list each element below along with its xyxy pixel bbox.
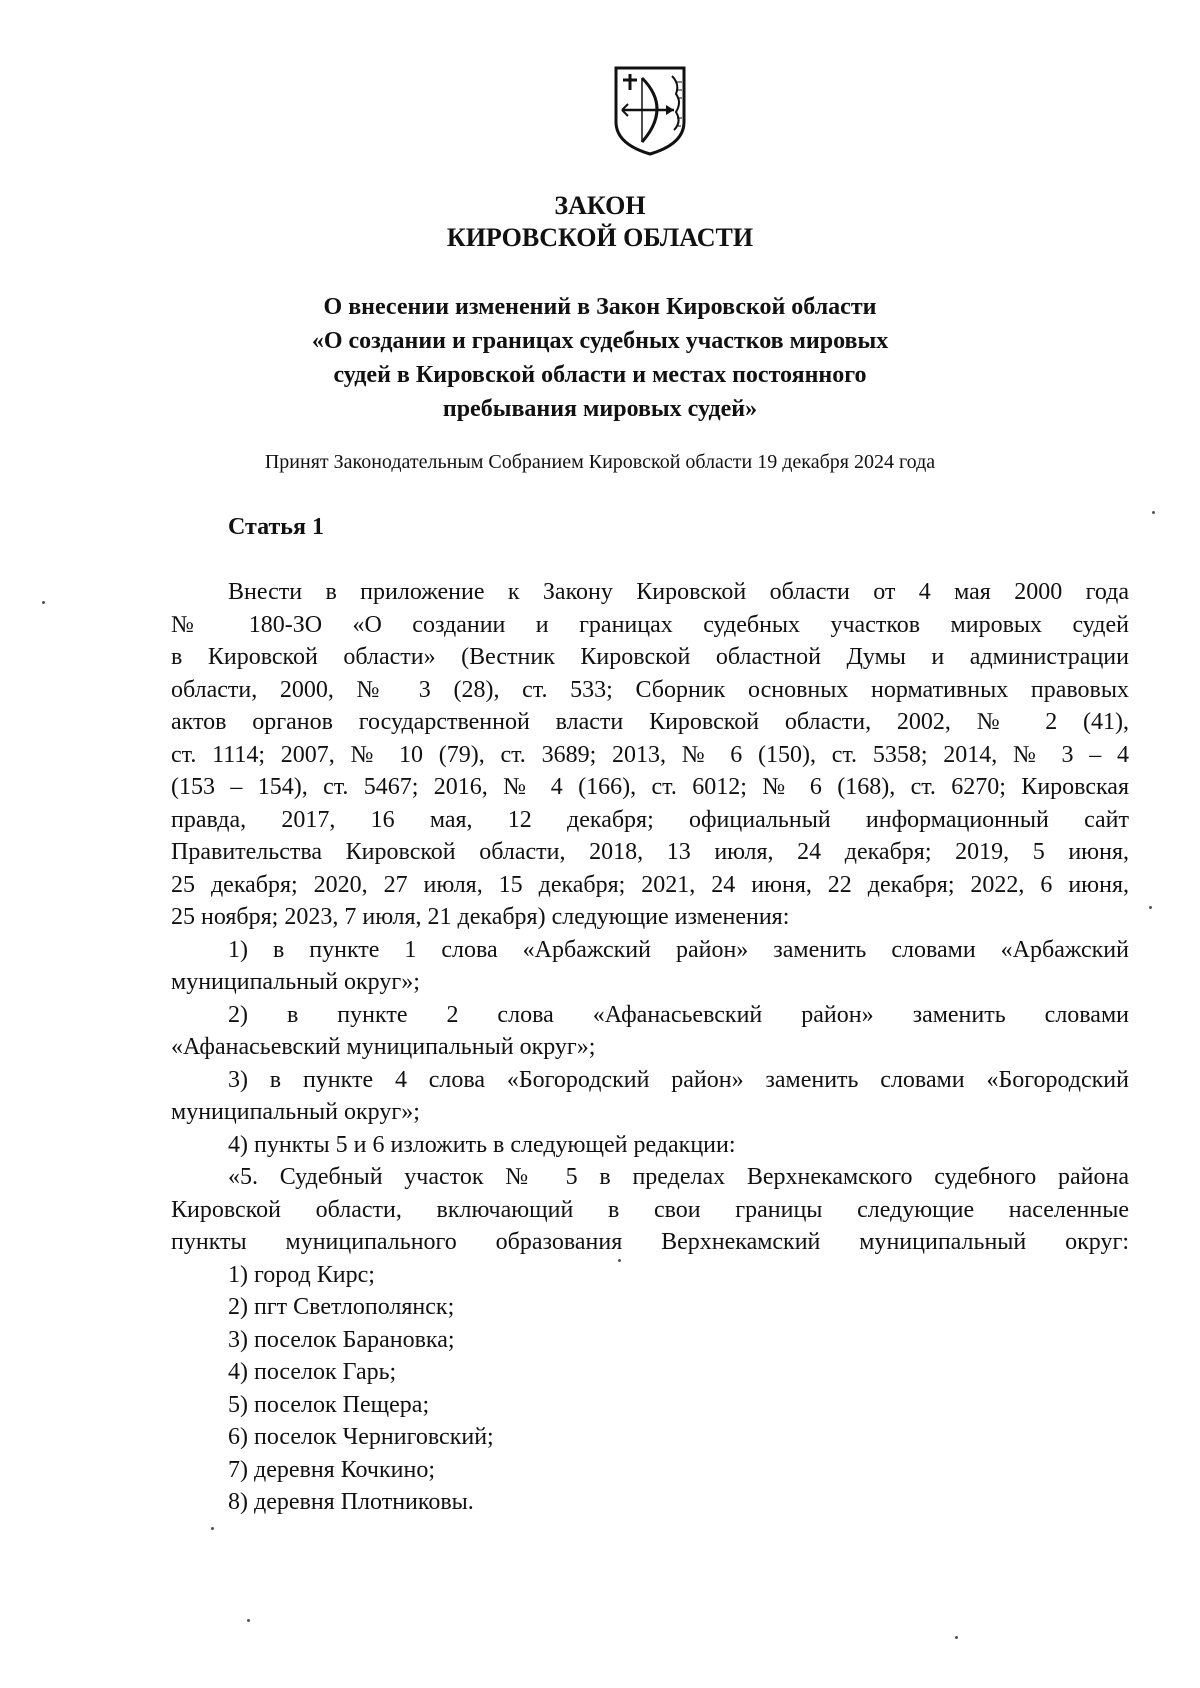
list-item: 6) поселок Черниговский;: [228, 1424, 494, 1450]
paragraph-line: актов органов государственной власти Кировской области, 2002, № 2 (41),: [171, 709, 1129, 735]
list-item: 1) город Кирс;: [228, 1261, 375, 1288]
subject-line: пребывания мировых судей»: [442, 396, 758, 422]
scan-speck: [1149, 906, 1152, 909]
paragraph-line: «Афанасьевский муниципальный округ»;: [171, 1034, 596, 1060]
law-title: ЗАКОН: [554, 191, 646, 220]
list-item: 7) деревня Кочкино;: [228, 1456, 435, 1483]
scan-speck: [211, 1527, 214, 1530]
paragraph-line: Внести в приложение к Закону Кировской области от 4 мая 2000 года: [228, 579, 1129, 605]
list-item: 1) в пункте 1 слова «Арбажский район» заменить словами «Арбажский: [228, 936, 1129, 963]
adoption-note: Принят Законодательным Собранием Кировской области 19 декабря 2024 года: [264, 451, 936, 473]
paragraph-line: в Кировской области» (Вестник Кировской областной Думы и администрации: [171, 644, 1129, 670]
list-item: 3) в пункте 4 слова «Богородский район» заменить словами «Богородский: [228, 1066, 1129, 1093]
list-item: 3) поселок Барановка;: [228, 1326, 455, 1353]
paragraph-line: «5. Судебный участок № 5 в пределах Верхнекамского судебного района: [228, 1164, 1129, 1190]
paragraph-line: (153 – 154), ст. 5467; 2016, № 4 (166), ст. 6012; № 6 (168), ст. 6270; Кировская: [171, 774, 1129, 800]
paragraph-line: 25 декабря; 2020, 27 июля, 15 декабря; 2021, 24 июня, 22 декабря; 2022, 6 июня,: [171, 871, 1129, 898]
list-item: 2) пгт Светлополянск;: [228, 1294, 455, 1320]
kirov-coat-of-arms-icon: [610, 64, 690, 156]
paragraph-line: Правительства Кировской области, 2018, 13 июля, 24 декабря; 2019, 5 июня,: [171, 839, 1129, 865]
paragraph-line: области, 2000, № 3 (28), ст. 533; Сборник основных нормативных правовых: [171, 676, 1129, 703]
paragraph-line: ст. 1114; 2007, № 10 (79), ст. 3689; 2013, № 6 (150), ст. 5358; 2014, № 3 – 4: [171, 741, 1129, 768]
paragraph-line: Кировской области, включающий в свои границы следующие населенные: [171, 1196, 1129, 1223]
list-item: 8) деревня Плотниковы.: [228, 1489, 474, 1515]
list-item: 2) в пункте 2 слова «Афанасьевский район» заменить словами: [228, 1001, 1129, 1028]
scan-speck: [42, 601, 45, 604]
article-heading: Статья 1: [228, 514, 324, 540]
scan-speck: [955, 1636, 958, 1639]
law-region: КИРОВСКОЙ ОБЛАСТИ: [446, 223, 754, 252]
scan-speck: [1152, 511, 1155, 514]
scan-speck: [618, 1259, 621, 1262]
paragraph-line: № 180-ЗО «О создании и границах судебных участков мировых судей: [171, 611, 1129, 638]
subject-line: судей в Кировской области и местах постоянного: [333, 362, 867, 388]
subject-line: О внесении изменений в Закон Кировской области: [323, 294, 877, 320]
list-item: 5) поселок Пещера;: [228, 1391, 430, 1418]
scan-speck: [247, 1619, 250, 1622]
paragraph-line: правда, 2017, 16 мая, 12 декабря; официальный информационный сайт: [171, 806, 1129, 833]
paragraph-line: муниципальный округ»;: [171, 969, 420, 995]
list-item: 4) поселок Гарь;: [228, 1359, 397, 1385]
law-subject: [200, 290, 1000, 426]
paragraph-line: пункты муниципального образования Верхнекамский муниципальный округ:: [171, 1229, 1129, 1255]
paragraph-line: 25 ноября; 2023, 7 июля, 21 декабря) следующие изменения:: [171, 904, 790, 930]
list-item: 4) пункты 5 и 6 изложить в следующей редакции:: [228, 1131, 736, 1158]
article-body: [171, 576, 1129, 1519]
paragraph-line: муниципальный округ»;: [171, 1099, 420, 1125]
subject-line: «О создании и границах судебных участков мировых: [311, 328, 889, 354]
